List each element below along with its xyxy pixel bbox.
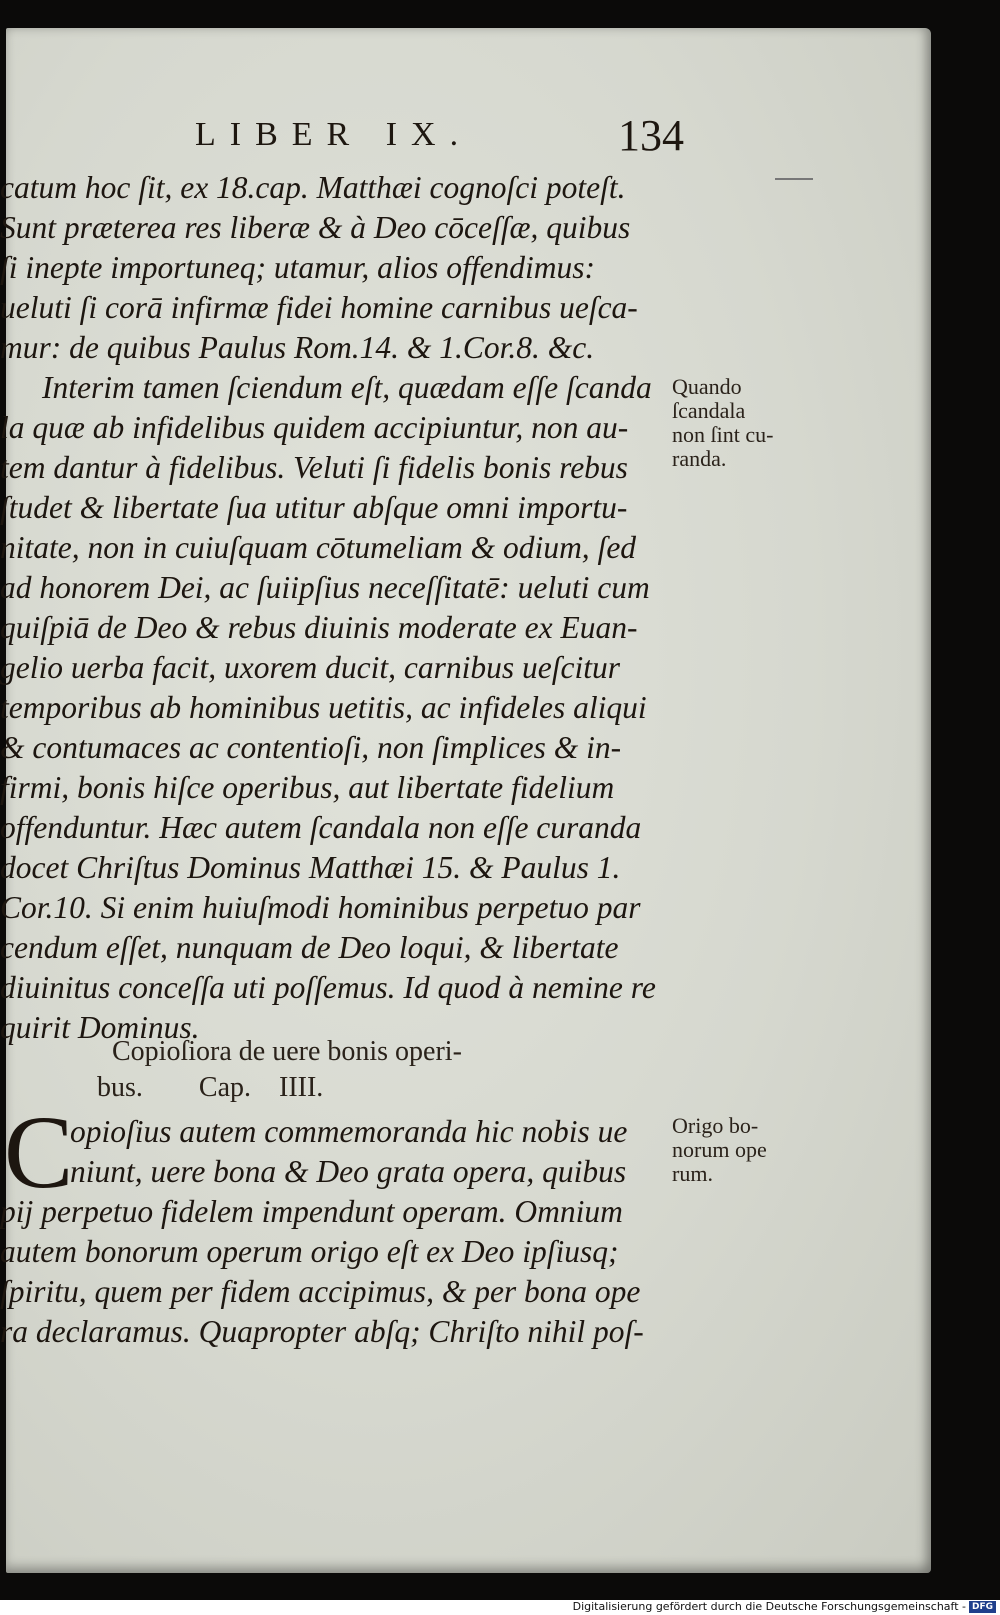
text-line: Sunt præterea res liberæ & à Deo cōceſſæ, quibus [0, 210, 631, 245]
text-line: temporibus ab hominibus uetitis, ac infideles aliqui [0, 690, 647, 725]
text-line: ueluti ſi corā infirmæ fidei homine carnibus ueſca- [0, 290, 638, 325]
margin-note-line: Origo bo- [672, 1113, 759, 1138]
chapter-heading [0, 1034, 690, 1106]
text-line: mur: de quibus Paulus Rom.14. & 1.Cor.8. &c. [0, 330, 595, 365]
text-line: ra declaramus. Quapropter abſq; Chriſto nihil poſ- [0, 1314, 644, 1349]
text-line: & contumaces ac contentioſi, non ſimplices & in- [0, 730, 622, 765]
text-line: docet Chriſtus Dominus Matthæi 15. & Paulus 1. [0, 850, 621, 885]
text-line: offenduntur. Hæc autem ſcandala non eſſe curanda [0, 810, 642, 845]
text-line: ſtudet & libertate ſua utitur abſque omni importu- [0, 490, 628, 525]
margin-note-line: non ſint cu- [672, 422, 774, 447]
main-text-block [0, 168, 690, 1048]
text-line: nitate, non in cuiuſquam cōtumeliam & odium, ſed [0, 530, 637, 565]
text-line: tem dantur à fidelibus. Veluti ſi fidelis bonis rebus [0, 450, 628, 485]
running-title: LIBER IX. [195, 116, 473, 153]
margin-rule [775, 178, 813, 180]
text-line: gelio uerba facit, uxorem ducit, carnibus ueſcitur [0, 650, 620, 685]
margin-note [672, 1114, 767, 1186]
text-line: ſi inepte importuneq; utamur, alios offendimus: [0, 250, 595, 285]
dfg-logo-icon: DFG [969, 1601, 996, 1613]
chapter-text-block [0, 1112, 690, 1352]
margin-note-line: norum ope [672, 1137, 767, 1162]
text-line: Cor.10. Si enim huiuſmodi hominibus perpetuo par [0, 890, 641, 925]
text-line: opioſius autem commemoranda hic nobis ue [70, 1114, 628, 1149]
text-line: la quæ ab infidelibus quidem accipiuntur, non au- [0, 410, 629, 445]
credit-text: Digitalisierung gefördert durch die Deutsche Forschungsgemeinschaft - [572, 1600, 966, 1613]
chapter-heading-line: Copioſiora de uere bonis operi- [112, 1036, 462, 1067]
text-line: autem bonorum operum origo eſt ex Deo ipſiusq; [0, 1234, 619, 1269]
margin-note [672, 375, 773, 471]
text-line: firmi, bonis hiſce operibus, aut libertate fidelium [0, 770, 615, 805]
page-number: 134 [618, 111, 684, 160]
text-line: Interim tamen ſciendum eſt, quædam eſſe ſcanda [42, 370, 652, 405]
text-line: pij perpetuo fidelem impendunt operam. Omnium [0, 1194, 623, 1229]
text-line: diuinitus conceſſa uti poſſemus. Id quod à nemine re [0, 970, 656, 1005]
text-line: catum hoc ſit, ex 18.cap. Matthæi cognoſci poteſt. [0, 170, 626, 205]
margin-note-line: ſcandala [672, 398, 746, 423]
text-line: quiſpiā de Deo & rebus diuinis moderate ex Euan- [0, 610, 638, 645]
margin-note-line: Quando [672, 374, 742, 399]
chapter-heading-line: bus. Cap. IIII. [97, 1072, 324, 1103]
drop-cap: C [4, 1095, 74, 1210]
footer-credit [573, 1600, 996, 1613]
margin-note-line: rum. [672, 1161, 713, 1186]
margin-note-line: randa. [672, 446, 727, 471]
text-line: cendum eſſet, nunquam de Deo loqui, & libertate [0, 930, 619, 965]
text-line: ad honorem Dei, ac ſuiipſius neceſſitatē: ueluti cum [0, 570, 650, 605]
text-line: ſpiritu, quem per fidem accipimus, & per bona ope [0, 1274, 641, 1309]
text-line: niunt, uere bona & Deo grata opera, quibus [70, 1154, 627, 1189]
text-line: quirit Dominus. [0, 1010, 200, 1045]
